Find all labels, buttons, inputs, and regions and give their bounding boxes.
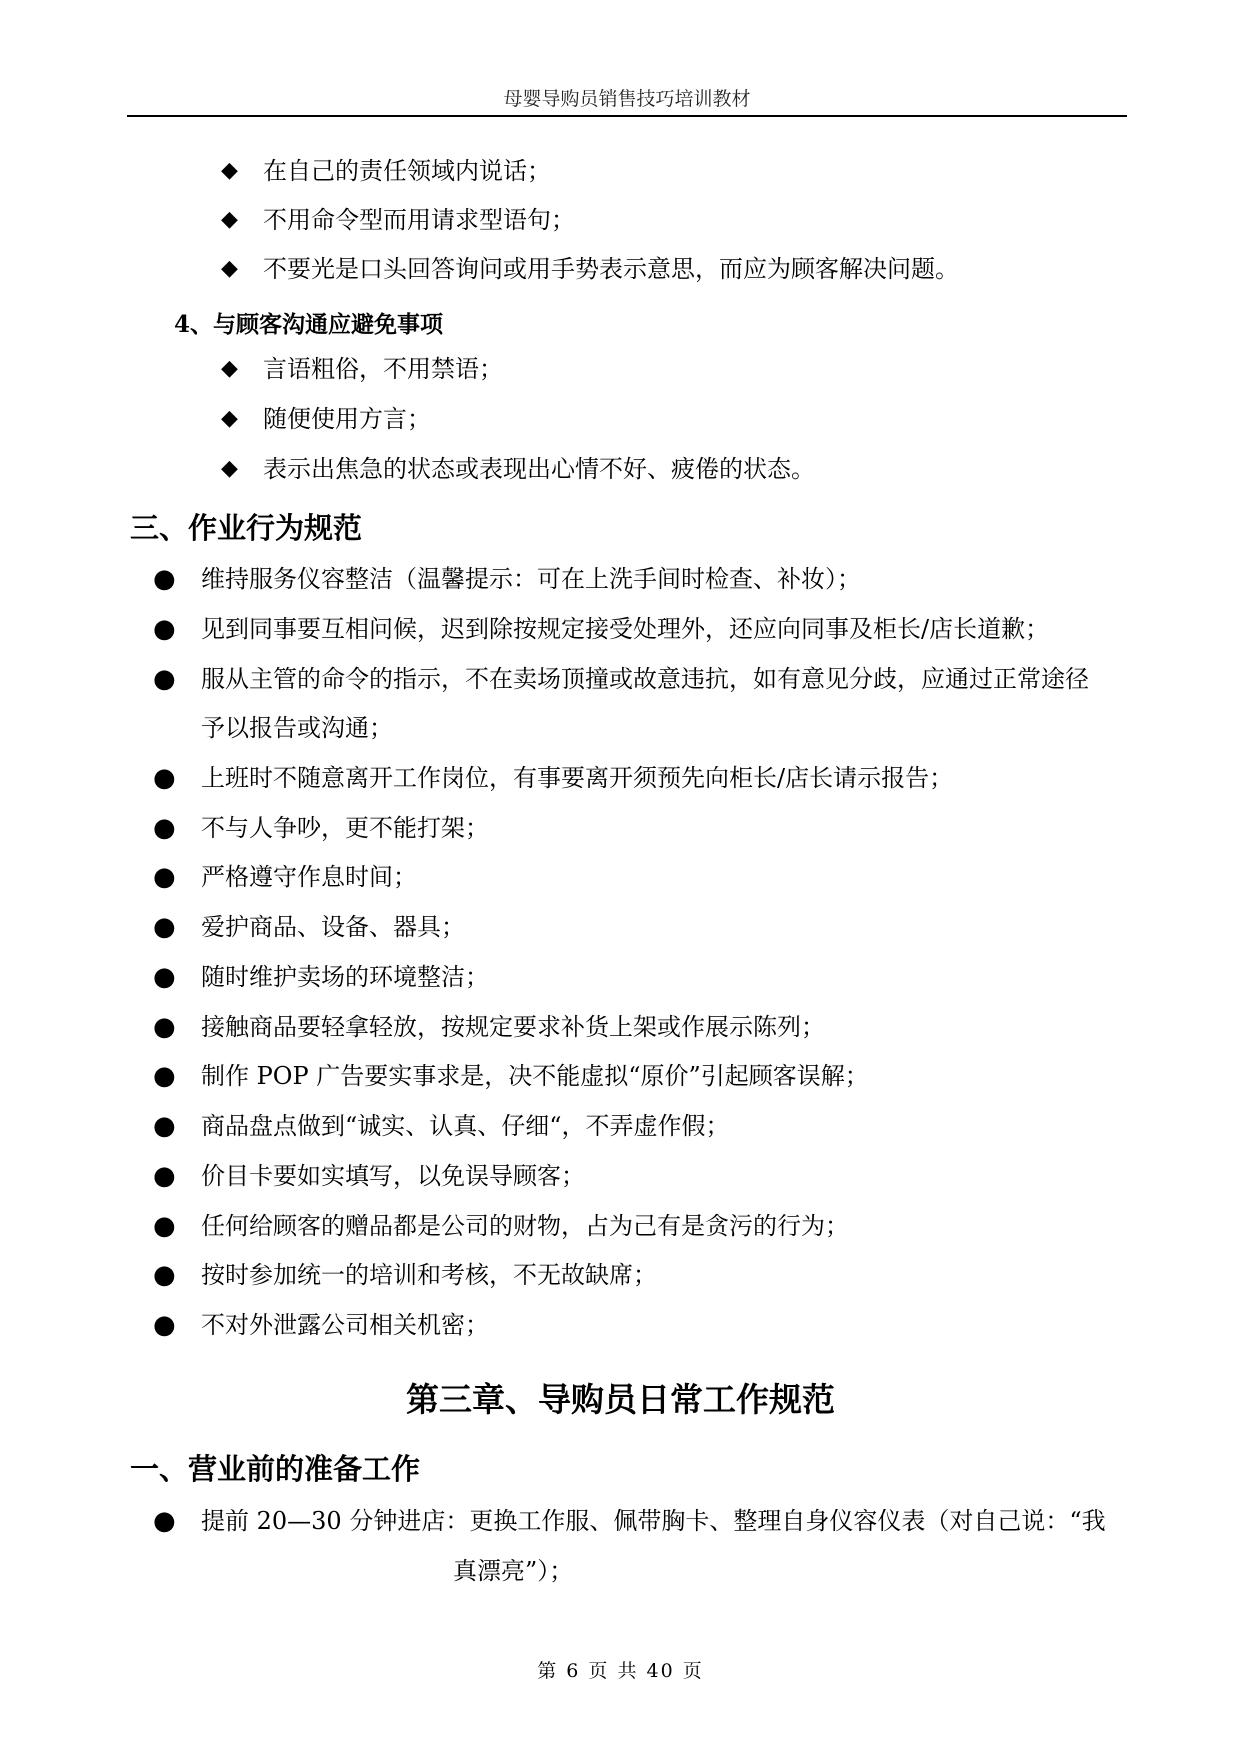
list-item-text: 不与人争吵，更不能打架； — [201, 814, 489, 842]
diamond-bullet-icon: ◆ — [221, 406, 238, 431]
round-bullet-icon: ● — [153, 1211, 176, 1241]
list-item-text: 提前 20—30 分钟进店：更换工作服、佩带胸卡、整理自身仪容仪表（对自己说：“我 — [201, 1507, 1106, 1535]
list-item-text: 言语粗俗，不用禁语； — [263, 355, 503, 383]
round-bullet-icon: ● — [153, 813, 176, 843]
list-item-continuation: 予以报告或沟通； — [201, 714, 393, 742]
diamond-bullet-icon: ◆ — [221, 158, 238, 183]
list-item-text: 上班时不随意离开工作岗位，有事要离开须预先向柜长/店长请示报告； — [201, 764, 954, 792]
list-item-text: 不对外泄露公司相关机密； — [201, 1311, 489, 1339]
list-item-text: 随便使用方言； — [263, 405, 431, 433]
list-item-text: 在自己的责任领域内说话； — [263, 157, 551, 185]
round-bullet-icon: ● — [153, 862, 176, 892]
list-item-text: 不要光是口头回答询问或用手势表示意思，而应为顾客解决问题。 — [263, 255, 959, 283]
list-item-text: 服从主管的命令的指示，不在卖场顶撞或故意违抗，如有意见分歧，应通过正常途径 — [201, 665, 1089, 693]
list-item-text: 维持服务仪容整洁（温馨提示：可在上洗手间时检查、补妆）； — [201, 565, 861, 593]
list-item-text: 随时维护卖场的环境整洁； — [201, 963, 489, 991]
header-divider — [127, 115, 1127, 117]
list-item-text: 爱护商品、设备、器具； — [201, 913, 465, 941]
round-bullet-icon: ● — [153, 1310, 176, 1340]
diamond-bullet-icon: ◆ — [221, 456, 238, 481]
list-item-text: 见到同事要互相问候，迟到除按规定接受处理外，还应向同事及柜长/店长道歉； — [201, 615, 1050, 643]
diamond-bullet-icon: ◆ — [221, 256, 238, 281]
list-item-text: 价目卡要如实填写，以免误导顾客； — [201, 1162, 585, 1190]
round-bullet-icon: ● — [153, 1061, 176, 1091]
round-bullet-icon: ● — [153, 763, 176, 793]
round-bullet-icon: ● — [153, 1506, 176, 1536]
list-item-text: 接触商品要轻拿轻放，按规定要求补货上架或作展示陈列； — [201, 1013, 825, 1041]
chapter-title: 第三章、导购员日常工作规范 — [406, 1380, 835, 1419]
page-number: 第 6 页 共 40 页 — [537, 1660, 704, 1682]
list-item-text: 严格遵守作息时间； — [201, 863, 417, 891]
page-header: 母婴导购员销售技巧培训教材 — [503, 88, 751, 110]
list-item-text: 不用命令型而用请求型语句； — [263, 206, 575, 234]
round-bullet-icon: ● — [153, 1111, 176, 1141]
section-heading: 一、营业前的准备工作 — [130, 1452, 421, 1486]
round-bullet-icon: ● — [153, 1012, 176, 1042]
subsection-heading: 4、与顾客沟通应避免事项 — [174, 311, 444, 338]
diamond-bullet-icon: ◆ — [221, 356, 238, 381]
list-item-text: 任何给顾客的赠品都是公司的财物，占为己有是贪污的行为； — [201, 1212, 849, 1240]
round-bullet-icon: ● — [153, 564, 176, 594]
round-bullet-icon: ● — [153, 664, 176, 694]
list-item-text: 商品盘点做到“诚实、认真、仔细“，不弄虚作假； — [201, 1112, 730, 1140]
list-item-continuation: 真漂亮”）； — [453, 1557, 574, 1585]
list-item-text: 表示出焦急的状态或表现出心情不好、疲倦的状态。 — [263, 455, 815, 483]
round-bullet-icon: ● — [153, 1161, 176, 1191]
round-bullet-icon: ● — [153, 962, 176, 992]
list-item-text: 制作 POP 广告要实事求是，决不能虚拟“原价”引起顾客误解； — [201, 1062, 869, 1090]
diamond-bullet-icon: ◆ — [221, 207, 238, 232]
section-heading: 三、作业行为规范 — [130, 511, 363, 545]
list-item-text: 按时参加统一的培训和考核，不无故缺席； — [201, 1261, 657, 1289]
round-bullet-icon: ● — [153, 1260, 176, 1290]
round-bullet-icon: ● — [153, 614, 176, 644]
round-bullet-icon: ● — [153, 912, 176, 942]
